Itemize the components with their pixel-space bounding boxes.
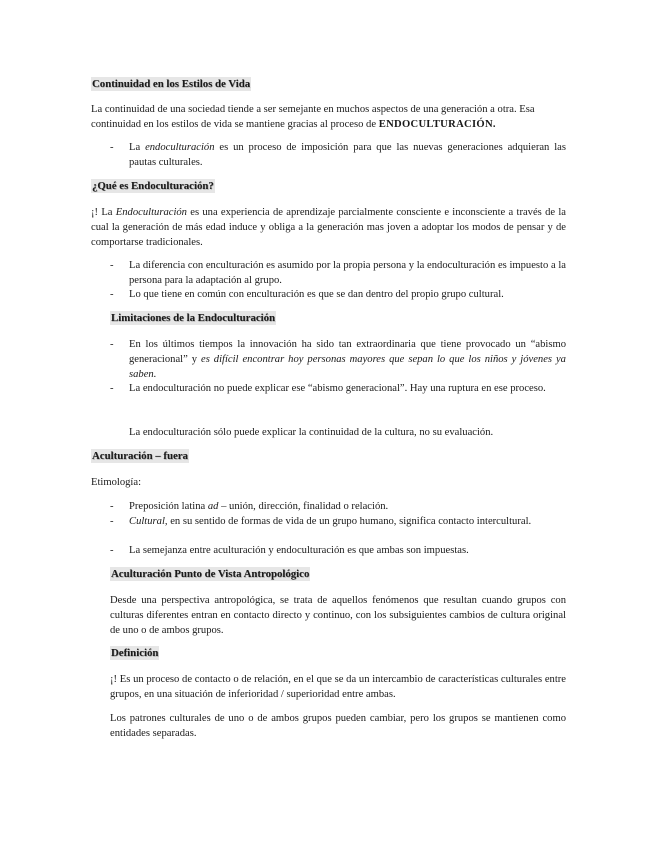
- etymology-label: Etimología:: [91, 477, 142, 488]
- list-item: [110, 287, 566, 302]
- list-item: [110, 543, 566, 558]
- paragraph-text: La continuidad de una sociedad tiende a ser semejante en muchos aspectos de una generación a otra. Esa continuidad en los estilos de vida se mantiene gracias al proceso de: [91, 104, 535, 130]
- heading-definicion: Definición: [111, 647, 159, 659]
- list-item-text: La semejanza entre aculturación y endoculturación es que ambas son impuestas.: [129, 545, 469, 556]
- list-item: [110, 337, 566, 382]
- heading-punto-de-vista: Aculturación Punto de Vista Antropológico: [111, 568, 310, 580]
- bullet: -: [110, 289, 114, 300]
- bullet: -: [110, 545, 114, 556]
- paragraph-endoculturacion-def: ¡! La Endoculturación es una experiencia de aprendizaje parcialmente consciente e inconsciente a través de la cual la generación de más edad induce y obliga a la generación mas joven a adoptar los modos de pensar y de comportarse tradicionales.: [91, 207, 566, 248]
- bullet: -: [110, 142, 114, 153]
- bullet: -: [110, 383, 114, 394]
- term-endoculturacion: ENDOCULTURACIÓN.: [378, 119, 496, 130]
- list-item: [110, 514, 566, 529]
- list-item: [110, 499, 566, 514]
- paragraph-continuidad: [91, 102, 566, 132]
- bullet: -: [110, 260, 114, 271]
- bullet: -: [110, 516, 114, 527]
- list-item-text: En los últimos tiempos la innovación ha sido tan extraordinaria que tiene provocado un “abismo generacional” y es difícil encontrar hoy personas mayores que sepan lo que los niños y jóvenes ya saben.: [129, 339, 566, 380]
- list-item-text: Preposición latina ad – unión, dirección, finalidad o relación.: [129, 501, 389, 512]
- list-item: [110, 140, 566, 170]
- list-item-text: La endoculturación es un proceso de imposición para que las nuevas generaciones adquieran las pautas culturales.: [129, 142, 566, 168]
- list-item-text: Lo que tiene en común con enculturación es que se dan dentro del propio grupo cultural.: [129, 289, 504, 300]
- list-item-text: La endoculturación no puede explicar ese “abismo generacional”. Hay una ruptura en ese proceso.: [129, 383, 546, 394]
- paragraph-antropologico: Desde una perspectiva antropológica, se trata de aquellos fenómenos que resultan cuando grupos con culturas diferentes entran en contacto directo y continuo, con los subsiguientes cambios de cultura original de uno o de ambos grupos.: [110, 595, 566, 636]
- note-continuidad: La endoculturación sólo puede explicar la continuidad de la cultura, no su evaluación.: [129, 427, 494, 438]
- heading-limitaciones: Limitaciones de la Endoculturación: [111, 312, 276, 324]
- list-item-text: Cultural, en su sentido de formas de vida de un grupo humano, significa contacto intercultural.: [129, 516, 532, 527]
- list-item-text: La diferencia con enculturación es asumido por la propia persona y la endoculturación es impuesto a la persona para la adaptación al grupo.: [129, 260, 566, 286]
- paragraph-patrones: Los patrones culturales de uno o de ambos grupos pueden cambiar, pero los grupos se mantienen como entidades separadas.: [110, 713, 566, 739]
- bullet: -: [110, 501, 114, 512]
- heading-que-es: ¿Qué es Endoculturación?: [92, 180, 214, 192]
- bullet: -: [110, 339, 114, 350]
- list-item: [110, 258, 566, 288]
- paragraph-definicion: ¡! Es un proceso de contacto o de relación, en el que se da un intercambio de características culturales entre grupos, en una situación de inferioridad / superioridad entre ambas.: [110, 674, 566, 700]
- list-item: [110, 381, 566, 396]
- heading-continuidad: Continuidad en los Estilos de Vida: [92, 78, 251, 90]
- heading-aculturacion: Aculturación – fuera: [92, 450, 188, 462]
